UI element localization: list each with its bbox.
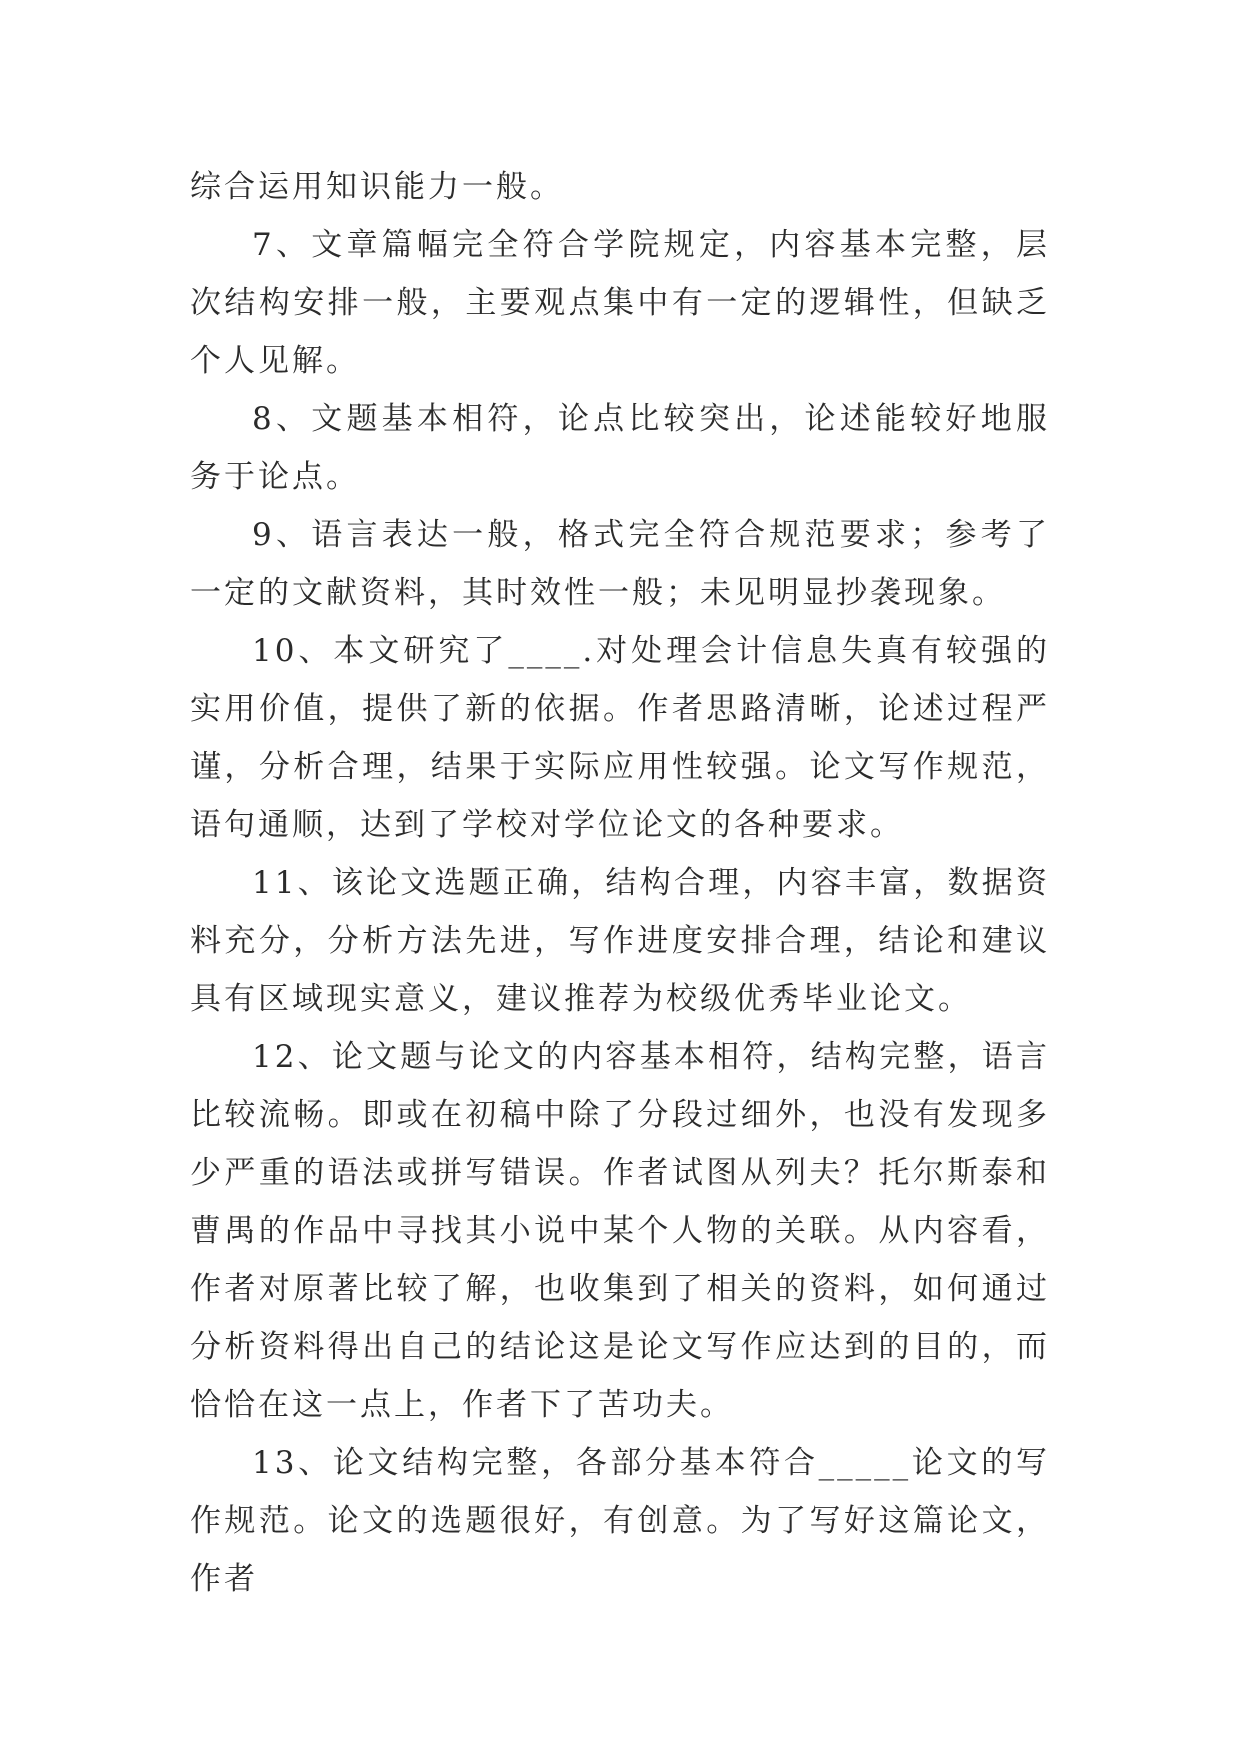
paragraph-8: 8、文题基本相符，论点比较突出，论述能较好地服务于论点。 xyxy=(190,401,1050,495)
paragraph-12: 12、论文题与论文的内容基本相符，结构完整，语言比较流畅。即或在初稿中除了分段过细外，也没有发现多少严重的语法或拼写错误。作者试图从列夫？托尔斯泰和曹禺的作品中寻找其小说中某个人物的关联。从内容看，作者对原著比较了解，也收集到了相关的资料，如何通过分析资料得出自己的结论这是论文写作应达到的目的，而恰恰在这一点上，作者下了苦功夫。 xyxy=(190,1039,1050,1423)
paragraph-6-continuation: 综合运用知识能力一般。 xyxy=(190,169,564,205)
paragraph-11: 11、该论文选题正确，结构合理，内容丰富，数据资料充分，分析方法先进，写作进度安排合理，结论和建议具有区域现实意义，建议推荐为校级优秀毕业论文。 xyxy=(190,865,1050,1017)
paragraph-9: 9、语言表达一般，格式完全符合规范要求；参考了一定的文献资料，其时效性一般；未见明显抄袭现象。 xyxy=(190,517,1050,611)
paragraph-7: 7、文章篇幅完全符合学院规定，内容基本完整，层次结构安排一般，主要观点集中有一定的逻辑性，但缺乏个人见解。 xyxy=(190,227,1050,379)
paragraph-13: 13、论文结构完整，各部分基本符合_____论文的写作规范。论文的选题很好，有创意。为了写好这篇论文，作者 xyxy=(190,1445,1050,1597)
document-body xyxy=(190,158,1050,1608)
paragraph-10: 10、本文研究了____.对处理会计信息失真有较强的实用价值，提供了新的依据。作者思路清晰，论述过程严谨，分析合理，结果于实际应用性较强。论文写作规范，语句通顺，达到了学校对学位论文的各种要求。 xyxy=(190,633,1050,843)
